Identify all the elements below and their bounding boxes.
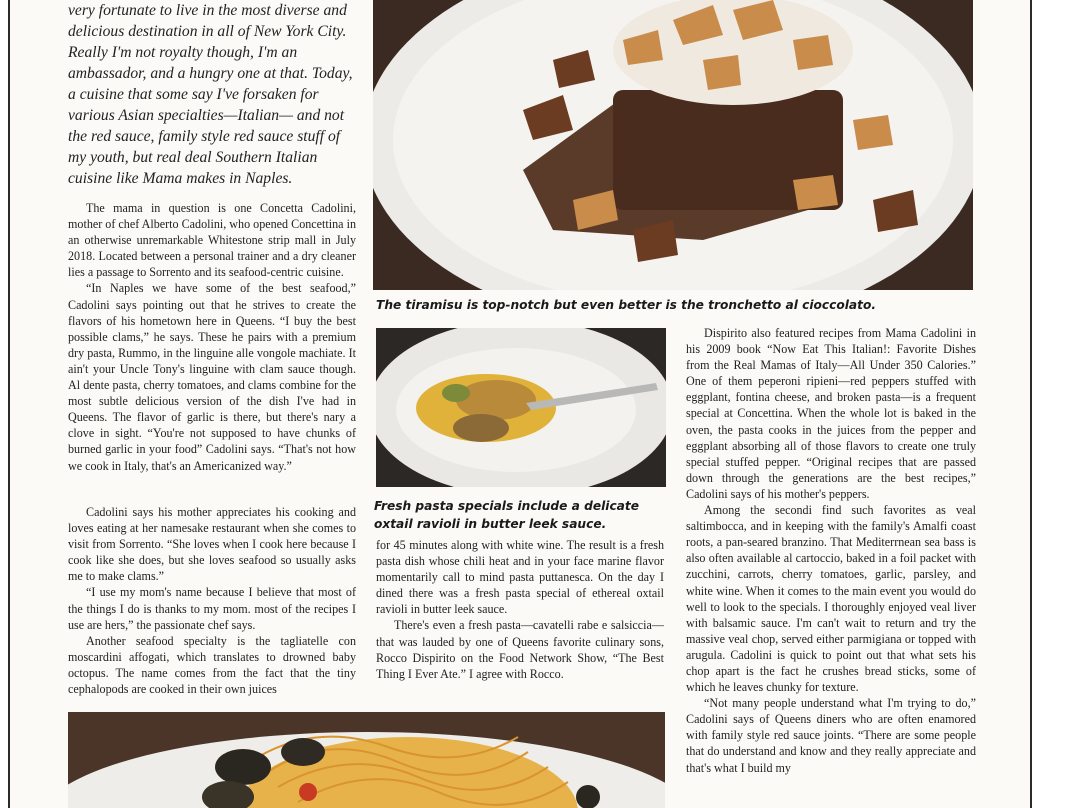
paragraph: Dispirito also featured recipes from Mama Cadolini in his 2009 book “Now Eat This Italian!: Favorite Dishes from the Real Mamas of Italy—All Under 350 Calories.” One of them peperoni ripieni—red peppers stuffed with eggplant, fontina cheese, and broken pasta—is a frequent special at Concettina. When the whole lot is baked in the oven, the pasta cooks in the juices from the pepper and eggplant absorbing all of those flavors to create one truly special stuffed pepper. “Original recipes that are passed down through the generations are the best recipes,” Cadolini says of his mother's peppers.	[686, 326, 976, 501]
newspaper-page	[8, 0, 1032, 808]
paragraph: “Not many people understand what I'm trying to do,” Cadolini says of Queens diners who are often enamored with family style red sauce joints. “There are some people that do understand and know and they really appreciate and that's what I build my	[686, 696, 976, 775]
article-column-1	[68, 200, 356, 474]
tiramisu-photo	[373, 0, 973, 290]
paragraph: Another seafood specialty is the tagliatelle con moscardini affogati, which translates to drowned baby octopus. The name comes from the fact that the tiny cephalopods are cooked in their own juices	[68, 633, 356, 697]
paragraph: The mama in question is one Concetta Cadolini, mother of chef Alberto Cadolini, who opened Concettina in an otherwise unremarkable Whitestone strip mall in July 2018. Located between a personal trainer and a dry cleaner lies a passage to Sorrento and its seafood-centric cuisine.	[68, 201, 356, 280]
paragraph: for 45 minutes along with white wine. The result is a fresh pasta dish whose chili heat and in your face marine flavor momentarily call to mind pasta puttanesca. On the day I dined there was a fresh pasta special of ethereal oxtail ravioli in butter leek sauce.	[376, 538, 664, 617]
paragraph: Cadolini says his mother appreciates his cooking and loves eating at her namesake restaurant when she comes to visit from Sorrento. “She loves when I cook here because I cook like she does, but she loves seafood so usually asks me to make clams.”	[68, 505, 356, 584]
paragraph: “I use my mom's name because I believe that most of the things I do is thanks to my mom. most of the recipes I use are hers,” the passionate chef says.	[68, 585, 356, 632]
article-intro	[68, 0, 360, 189]
ravioli-caption: Fresh pasta specials include a delicate oxtail ravioli in butter leek sauce.	[374, 499, 639, 531]
article-column-2	[376, 537, 664, 682]
ravioli-photo	[376, 328, 666, 487]
intro-text: very fortunate to live in the most diverse and delicious destination in all of New York City. Really I'm not royalty though, I'm an ambassador, and a hungry one at that. Today, a cuisine that some say I've forsaken for various Asian specialties—Italian— and not the red sauce, family style red sauce stuff of my youth, but real deal Southern Italian cuisine like Mama makes in Naples.	[68, 2, 353, 187]
paragraph: There's even a fresh pasta—cavatelli rabe e salsiccia—that was lauded by one of Queens favorite culinary sons, Rocco Dispirito on the Food Network Show, “The Best Thing I Ever Ate.” I agree with Rocco.	[376, 618, 664, 681]
paragraph: “In Naples we have some of the best seafood,” Cadolini says pointing out that he strives to create the flavors of his hometown here in Queens. “I buy the best possible clams,” he says. These he pairs with a premium dry pasta, Rummo, in the linguine alle vongole machiate. It ain't your Uncle Tony's linguine with clam sauce though. Al dente pasta, cherry tomatoes, and clams combine for the most subtle delicious version of the dish I've had in Queens. The flavor of garlic is there, but there's nary a clove in sight. “You're not supposed to have chunks of burned garlic in your food” Cadolini says. “That's not how we cook in Italy, that's an Americanized way.”	[68, 281, 356, 473]
linguine-photo	[68, 712, 665, 808]
article-column-3	[686, 325, 976, 776]
article-column-1-continued	[68, 504, 356, 697]
tiramisu-caption: The tiramisu is top-notch but even better is the tronchetto al cioccolato.	[376, 298, 876, 312]
paragraph: Among the secondi find such favorites as veal saltimbocca, and in keeping with the family's Amalfi coast roots, a pan-seared branzino. That Mediterrnean sea bass is also often available al cartoccio, baked in a foil packet with zucchini, carrots, cherry tomatoes, garlic, parsley, and white wine. When it comes to the main event you would do well to look to the specials. I thoroughly enjoyed veal liver with balsamic sauce. I'm can't wait to return and try the massive veal chop, served either parmigiana or topped with arugula. Cadolini is quick to point out that what sets his chop apart is the fact he crushes bread sticks, some of which he leaves chunky for texture.	[686, 503, 976, 695]
